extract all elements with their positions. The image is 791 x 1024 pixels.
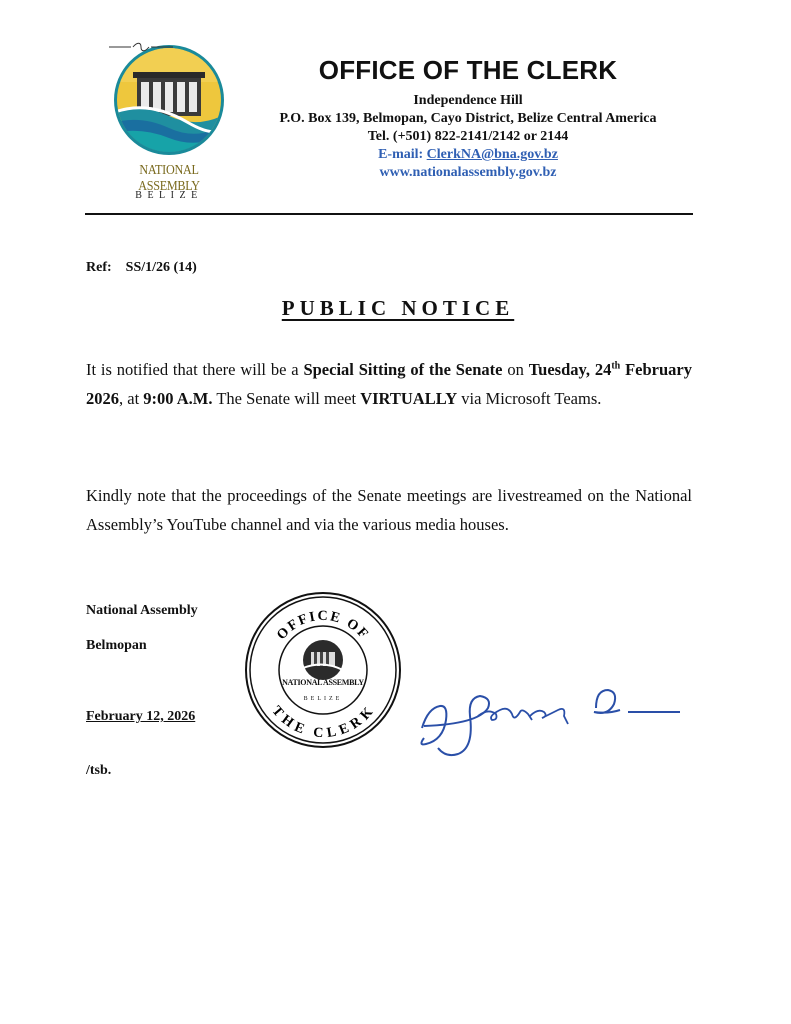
logo-name-text: NATIONAL ASSEMBLY [138, 162, 200, 193]
national-assembly-logo [104, 42, 234, 202]
address-line-2: P.O. Box 139, Belmopan, Cayo District, Belize Central America [279, 111, 657, 126]
seal-center-name: NATIONAL ASSEMBLY [282, 678, 364, 687]
ref-value: SS/1/26 (14) [125, 260, 197, 275]
closing-org: National Assembly [86, 603, 198, 618]
seal-bottom-text: THE CLERK [268, 703, 378, 742]
logo-country-text: BELIZE [135, 190, 203, 201]
address-line-1: Independence Hill [413, 93, 523, 108]
email-label: E-mail: [378, 147, 424, 162]
logo-ornament-icon [109, 42, 173, 52]
letterhead-title: OFFICE OF THE CLERK [318, 55, 618, 85]
closing-date: February 12, 2026 [86, 709, 196, 724]
reference-line [86, 260, 197, 276]
email-line [250, 146, 686, 163]
clerk-signature [418, 668, 688, 768]
website-link[interactable]: www.nationalassembly.gov.bz [379, 165, 557, 180]
office-seal-stamp [243, 590, 403, 750]
ref-label: Ref: [86, 260, 112, 275]
closing-initials: /tsb. [86, 763, 112, 778]
seal-center-country: BELIZE [303, 696, 343, 702]
seal-icon [243, 590, 403, 750]
header-divider [85, 213, 693, 215]
seal-top-text: OFFICE OF [274, 608, 372, 644]
notice-paragraph-2: Kindly note that the proceedings of the Senate meetings are livestreamed on the National Assembly’s YouTube channel and via the various media houses. [86, 486, 692, 534]
notice-paragraph-1: It is notified that there will be a Special Sitting of the Senate on Tuesday, 24th February 2026, at 9:00 A.M. The Senate will meet VIRTUALLY via Microsoft Teams. [86, 360, 692, 408]
closing-city: Belmopan [86, 638, 147, 653]
email-link[interactable]: ClerkNA@bna.gov.bz [426, 147, 558, 162]
logo-emblem-icon [109, 42, 229, 160]
phone-line: Tel. (+501) 822-2141/2142 or 2144 [367, 129, 569, 144]
notice-heading: PUBLIC NOTICE [281, 296, 515, 320]
